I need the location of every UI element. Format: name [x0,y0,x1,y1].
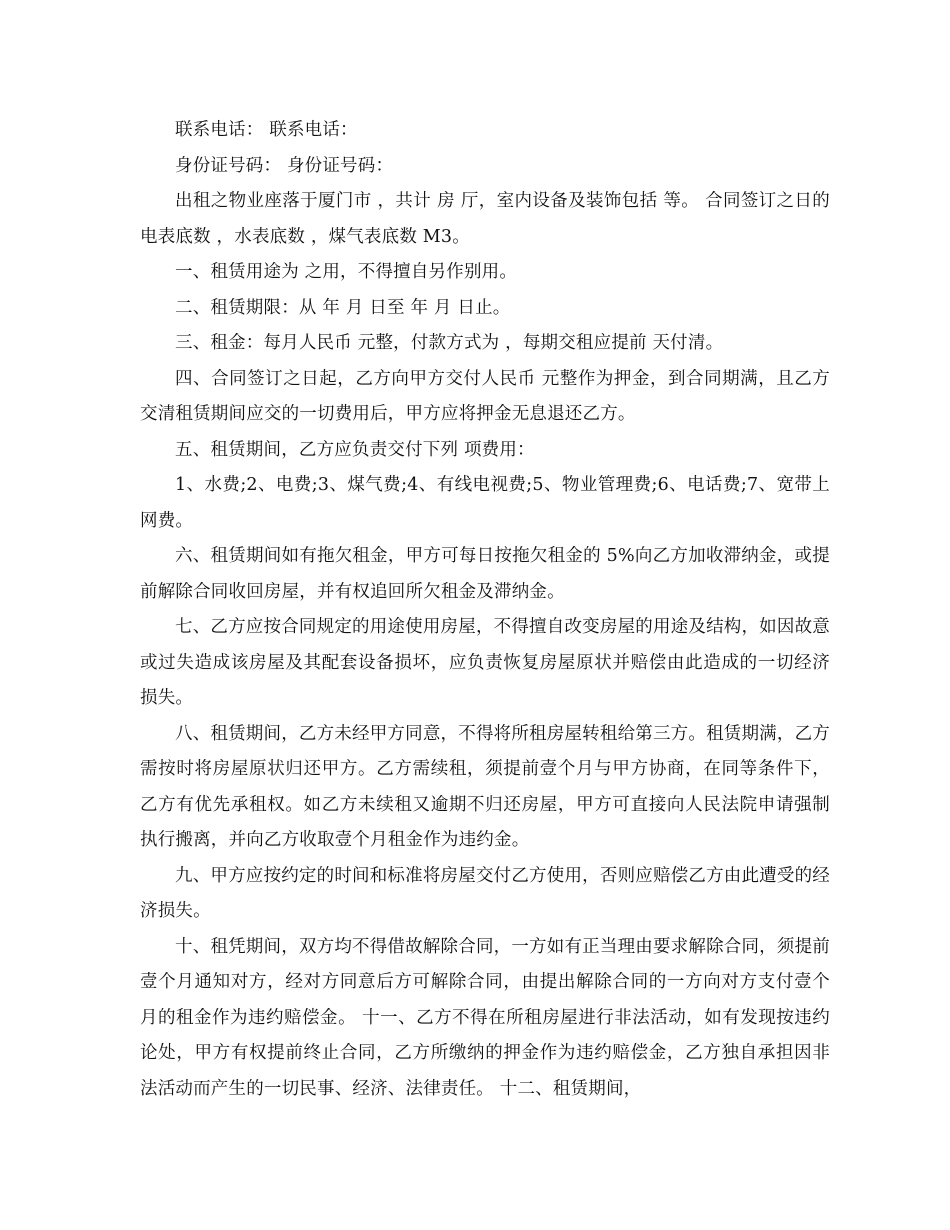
paragraph-property-location: 出租之物业座落于厦门市 ，共计 房 厅，室内设备及装饰包括 等。 合同签订之日的电表底数 ，水表底数 ，煤气表底数 M3。 [140,191,830,247]
clause-7-usage-damage: 七、乙方应按合同规定的用途使用房屋，不得擅自改变房屋的用途及结构，如因故意或过失造成该房屋及其配套设备损坏，应负责恢复房屋原状并赔偿由此造成的一切经济损失。 [140,617,830,708]
fee-list: 1、水费;2、电费;3、煤气费;4、有线电视费;5、物业管理费;6、电话费;7、宽带上网费。 [140,475,830,531]
clause-8-sublet-renewal: 八、租赁期间，乙方未经甲方同意，不得将所租房屋转租给第三方。租赁期满，乙方需按时将房屋原状归还甲方。乙方需续租，须提前壹个月与甲方协商，在同等条件下，乙方有优先承租权。如乙方未续租又逾期不归还房屋，甲方可直接向人民法院申请强制执行搬离，并向乙方收取壹个月租金作为违约金。 [140,723,830,850]
clause-5-fees: 五、租赁期间，乙方应负责交付下列 项费用： [175,439,535,460]
clause-2-term: 二、租赁期限：从 年 月 日至 年 月 日止。 [175,297,511,318]
paragraph-id-number: 身份证号码： 身份证号码： [175,155,394,176]
clause-10-termination: 十、租凭期间，双方均不得借故解除合同，一方如有正当理由要求解除合同，须提前壹个月通知对方，经对方同意后方可解除合同，由提出解除合同的一方向对方支付壹个月的租金作为违约赔偿金。 十一、乙方不得在所租房屋进行非法活动，如有发现按违约论处，甲方有权提前终止合同，乙方所缴纳的押金作为违约赔偿金，乙方独自承担因非法活动而产生的一切民事、经济、法律责任。 十二、租赁期间， [140,936,830,1099]
clause-1-usage: 一、租赁用途为 之用，不得擅自另作别用。 [175,262,518,282]
paragraph-contact-phone: 联系电话： 联系电话： [175,120,358,140]
clause-6-late-fee: 六、租赁期间如有拖欠租金，甲方可每日按拖欠租金的 5%向乙方加收滞纳金，或提前解除合同收回房屋，并有权追回所欠租金及滞纳金。 [140,546,830,602]
clause-4-deposit: 四、合同签订之日起，乙方向甲方交付人民币 元整作为押金，到合同期满，且乙方交清租赁期间应交的一切费用后，甲方应将押金无息退还乙方。 [140,368,830,424]
clause-9-delivery: 九、甲方应按约定的时间和标准将房屋交付乙方使用，否则应赔偿乙方由此遭受的经济损失。 [140,865,830,921]
document-body [140,113,830,1107]
clause-3-rent: 三、租金：每月人民币 元整，付款方式为 ，每期交租应提前 天付清。 [175,333,724,353]
